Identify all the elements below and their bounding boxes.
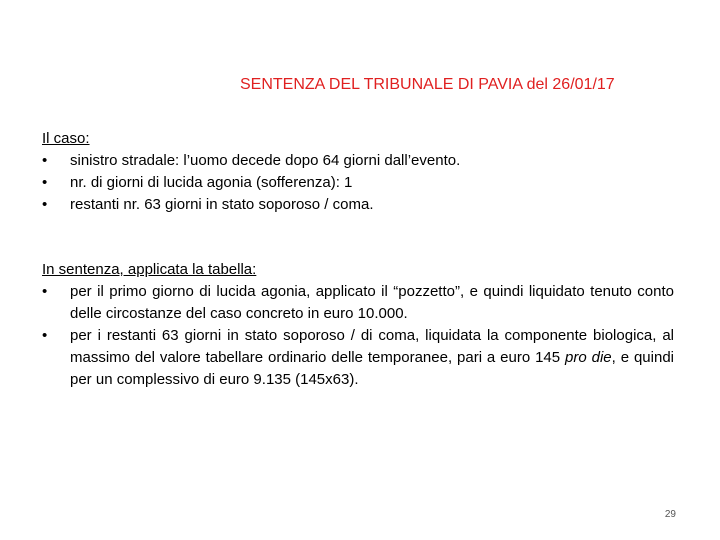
ruling-item-text: per il primo giorno di lucida agonia, applicato il “pozzetto”, e quindi liquidato tenuto conto delle circostanze del caso concreto in euro 10.000. (70, 283, 674, 322)
slide-title: SENTENZA DEL TRIBUNALE DI PAVIA del 26/01/17 (240, 76, 615, 93)
ruling-list (42, 281, 674, 391)
ruling-item-text-part: per i restanti 63 giorni in stato soporoso / di coma, liquidata la componente biologica, al massimo del valore tabellare ordinario delle temporanee, pari a euro 145 (70, 327, 674, 366)
ruling-item-text-italic: pro die (565, 349, 612, 366)
ruling-heading: In sentenza, applicata la tabella: (42, 261, 257, 278)
bullet-icon: • (42, 174, 48, 191)
bullet-icon: • (42, 152, 48, 169)
ruling-item-text-part: , e quindi per un complessivo di euro 9.135 (145x63). (70, 349, 674, 388)
page-number: 29 (664, 509, 676, 520)
case-item-text: sinistro stradale: l’uomo decede dopo 64 giorni dall’evento. (70, 152, 461, 169)
bullet-icon: • (42, 327, 48, 344)
ruling-section (42, 259, 674, 391)
ruling-item-text (70, 325, 674, 391)
case-list (42, 150, 674, 216)
case-heading: Il caso: (42, 130, 90, 147)
bullet-icon: • (42, 283, 48, 300)
list-item (42, 150, 674, 172)
list-item (42, 172, 674, 194)
list-item (42, 194, 674, 216)
case-item-text: nr. di giorni di lucida agonia (sofferenza): 1 (70, 174, 353, 191)
list-item (42, 281, 674, 325)
case-item-text: restanti nr. 63 giorni in stato soporoso / coma. (70, 196, 374, 213)
bullet-icon: • (42, 196, 48, 213)
case-section (42, 128, 674, 216)
list-item (42, 325, 674, 391)
